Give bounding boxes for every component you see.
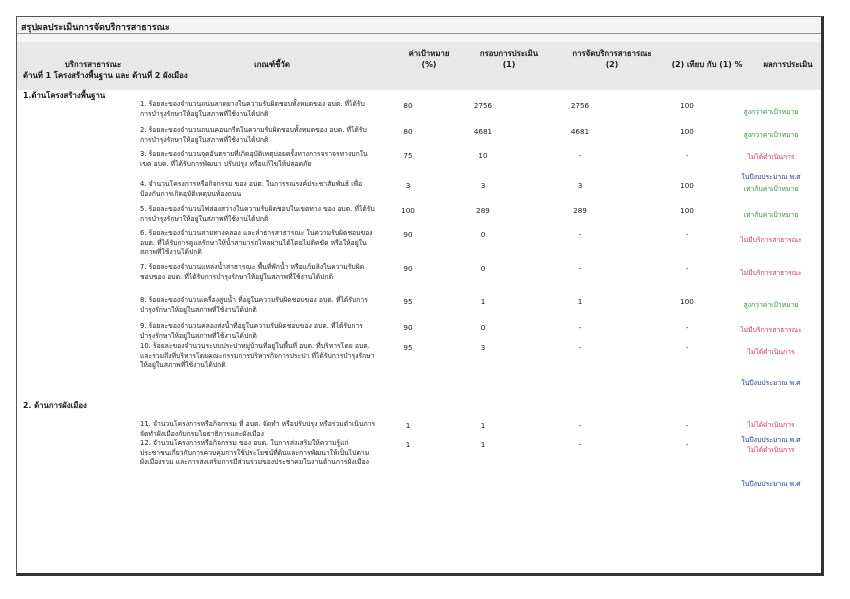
compare-value: - bbox=[685, 421, 689, 430]
result-label: เท่ากับค่าเป้าหมาย bbox=[743, 185, 799, 193]
framework-value: 0 bbox=[480, 230, 486, 239]
provision-value: - bbox=[578, 230, 582, 239]
framework-value: 3 bbox=[480, 343, 486, 352]
result-label: ไม่ได้ดำเนินการ bbox=[747, 348, 795, 356]
result-label: ไม่ได้ดำเนินการ bbox=[747, 446, 795, 454]
criteria-text: 12. จำนวนโครงการหรือกิจกรรม ของ อบต. ในการส่งเสริมให้ความรู้แก่ประชาชนเกี่ยวกับการควบคุมการใช้ประโยชน์ที่ดินและการพัฒนาให้เป็นไปตามผังเมืองรวม และการส่งเสริมการมีส่วนร่วมของประชาคมในงานด้านการผังเมือง bbox=[140, 439, 370, 467]
framework-value: 3 bbox=[480, 181, 486, 190]
result-label: สูงกว่าค่าเป้าหมาย bbox=[743, 131, 799, 139]
framework-value: 0 bbox=[480, 264, 486, 273]
result-label: ไม่ได้ดำเนินการ bbox=[747, 421, 795, 429]
framework-value: 4681 bbox=[473, 127, 493, 136]
report-frame bbox=[16, 16, 824, 576]
result-label: ไม่ได้ดำเนินการ bbox=[747, 153, 795, 161]
framework-value: 289 bbox=[476, 206, 490, 215]
header-spacer bbox=[17, 34, 821, 42]
framework-value: 1 bbox=[480, 297, 486, 306]
criteria-text: 11. จำนวนโครงการหรือกิจกรรม ที่ อบต. จัดทำ หรือปรับปรุง หรือร่วมดำเนินการจัดทำผังเมืองกับกรมโยธาธิการและผังเมือง bbox=[140, 420, 376, 438]
compare-value: 100 bbox=[680, 101, 694, 110]
target-value: 90 bbox=[403, 323, 413, 332]
result-note: ในปีงบประมาณ พ.ศ bbox=[741, 480, 801, 488]
header-framework: กรอบการประเมิน (1) bbox=[479, 49, 539, 69]
criteria-text: 8. ร้อยละของจำนวนเครื่องสูบน้ำ ที่อยู่ในความรับผิดชอบของ อบต. ที่ได้รับการบำรุงรักษาให้อยู่ในสภาพที่ใช้งานได้ปกติ bbox=[140, 296, 368, 314]
target-value: 3 bbox=[405, 181, 411, 190]
compare-value: 100 bbox=[680, 127, 694, 136]
provision-value: - bbox=[578, 264, 582, 273]
provision-value: 4681 bbox=[570, 127, 590, 136]
target-value: 95 bbox=[403, 343, 413, 352]
compare-value: - bbox=[685, 343, 689, 352]
header-compare: (2) เทียบ กับ (1) % bbox=[671, 60, 743, 69]
provision-value: - bbox=[578, 323, 582, 332]
framework-value: 0 bbox=[480, 323, 486, 332]
header-criteria: เกณฑ์ชี้วัด bbox=[254, 60, 290, 69]
compare-value: 100 bbox=[680, 206, 694, 215]
result-note: ในปีงบประมาณ พ.ศ bbox=[741, 379, 801, 387]
target-value: 1 bbox=[405, 440, 411, 449]
compare-value: - bbox=[685, 230, 689, 239]
header-aspect-line: ด้านที่ 1 โครงสร้างพื้นฐาน และ ด้านที่ 2 ผังเมือง bbox=[23, 71, 188, 80]
target-value: 80 bbox=[403, 127, 413, 136]
provision-value: - bbox=[578, 421, 582, 430]
compare-value: - bbox=[685, 264, 689, 273]
report-title: สรุปผลประเมินการจัดบริการสาธารณะ bbox=[21, 23, 170, 33]
criteria-text: 6. ร้อยละของจำนวนสายทางคลอง และลำธารสาธารณะ ในความรับผิดชอบของ อบต. ที่ได้รับการดูแลรักษาให้น้ำสามารถไหลผ่านได้โดยไม่ติดขัด หรือให้อยู่ในสภาพที่ใช้งานได้ปกติ bbox=[140, 229, 373, 257]
provision-value: 2756 bbox=[570, 101, 590, 110]
compare-value: 100 bbox=[680, 297, 694, 306]
result-label: เท่ากับค่าเป้าหมาย bbox=[743, 211, 799, 219]
target-value: 75 bbox=[403, 151, 413, 160]
provision-value: - bbox=[578, 343, 582, 352]
framework-value: 10 bbox=[478, 151, 488, 160]
result-label: สูงกว่าค่าเป้าหมาย bbox=[743, 108, 799, 116]
title-bar bbox=[17, 17, 821, 34]
compare-value: 100 bbox=[680, 181, 694, 190]
target-value: 90 bbox=[403, 230, 413, 239]
compare-value: - bbox=[685, 151, 689, 160]
result-note: ในปีงบประมาณ พ.ศ bbox=[741, 173, 801, 181]
header-provision: การจัดบริการสาธารณะ (2) bbox=[572, 49, 652, 69]
header-target: ค่าเป้าหมาย (%) bbox=[408, 49, 450, 69]
target-value: 100 bbox=[401, 206, 415, 215]
criteria-text: 3. ร้อยละของจำนวนจุดอันตรายที่เกิดอุบัติเหตุบ่อยครั้งทางการจราจรทางบกในเขต อบต. ที่ได้รับการพัฒนา ปรับปรุง หรือแก้ไขให้ปลอดภัย bbox=[140, 150, 368, 168]
compare-value: - bbox=[685, 323, 689, 332]
criteria-text: 1. ร้อยละของจำนวนถนนลาดยางในความรับผิดชอบทั้งหมดของ อบต. ที่ได้รับการบำรุงรักษาให้อยู่ในสภาพที่ใช้งานได้ปกติ bbox=[140, 100, 365, 118]
criteria-text: 4. จำนวนโครงการหรือกิจกรรม ของ อบต. ในการรณรงค์ประชาสัมพันธ์ เพื่อป้องกันการเกิดอุบัติเหตุบนท้องถนน bbox=[140, 180, 363, 198]
section-infrastructure: 1.ด้านโครงสร้างพื้นฐาน bbox=[23, 91, 106, 100]
result-note: ในปีงบประมาณ พ.ศ bbox=[741, 436, 801, 444]
framework-value: 2756 bbox=[473, 101, 493, 110]
result-label: ไม่มีบริการสาธารณะ bbox=[740, 326, 802, 334]
provision-value: - bbox=[578, 151, 582, 160]
target-value: 80 bbox=[403, 101, 413, 110]
criteria-text: 2. ร้อยละของจำนวนถนนคอนกรีตในความรับผิดชอบทั้งหมดของ อบต. ที่ได้รับการบำรุงรักษาให้อยู่ในสภาพที่ใช้งานได้ปกติ bbox=[140, 126, 367, 144]
provision-value: - bbox=[578, 440, 582, 449]
criteria-text: 5. ร้อยละของจำนวนไฟส่องสว่างในความรับผิดชอบในเขตทาง ของ อบต. ที่ได้รับการบำรุงรักษาให้อยู่ในสภาพที่ใช้งานได้ปกติ bbox=[140, 205, 375, 223]
header-result: ผลการประเมิน bbox=[763, 60, 813, 69]
framework-value: 1 bbox=[480, 440, 486, 449]
result-label: ไม่มีบริการสาธารณะ bbox=[740, 269, 802, 277]
provision-value: 289 bbox=[573, 206, 587, 215]
framework-value: 1 bbox=[480, 421, 486, 430]
target-value: 1 bbox=[405, 421, 411, 430]
criteria-text: 7. ร้อยละของจำนวนแหล่งน้ำสาธารณะ พื้นที่พักน้ำ หรือแก้มลิงในความรับผิดชอบของ อบต. ที่ได้รับการบำรุงรักษาให้อยู่ในสภาพที่ใช้งานได้ปกติ bbox=[140, 263, 365, 281]
result-label: สูงกว่าค่าเป้าหมาย bbox=[743, 301, 799, 309]
provision-value: 3 bbox=[577, 181, 583, 190]
header-service: บริการสาธารณะ bbox=[64, 60, 122, 69]
section-city-planning: 2. ด้านการผังเมือง bbox=[23, 401, 87, 410]
target-value: 95 bbox=[403, 297, 413, 306]
target-value: 90 bbox=[403, 264, 413, 273]
compare-value: - bbox=[685, 440, 689, 449]
criteria-text: 10. ร้อยละของจำนวนระบบประปาหมู่บ้านที่อยู่ในพื้นที่ อบต. ที่บริหารโดย อบต. และรวมถึงที่บริหารโดยคณะกรรมการบริหารกิจการประปา ที่ได้รับการบำรุงรักษาให้อยู่ในสภาพที่ใช้งานได้ปกติ bbox=[140, 342, 375, 370]
criteria-text: 9. ร้อยละของจำนวนคลองส่งน้ำที่อยู่ในความรับผิดชอบของ อบต. ที่ได้รับการบำรุงรักษาให้อยู่ในสภาพที่ใช้งานได้ปกติ bbox=[140, 322, 363, 340]
provision-value: 1 bbox=[577, 297, 583, 306]
result-label: ไม่มีบริการสาธารณะ bbox=[740, 236, 802, 244]
